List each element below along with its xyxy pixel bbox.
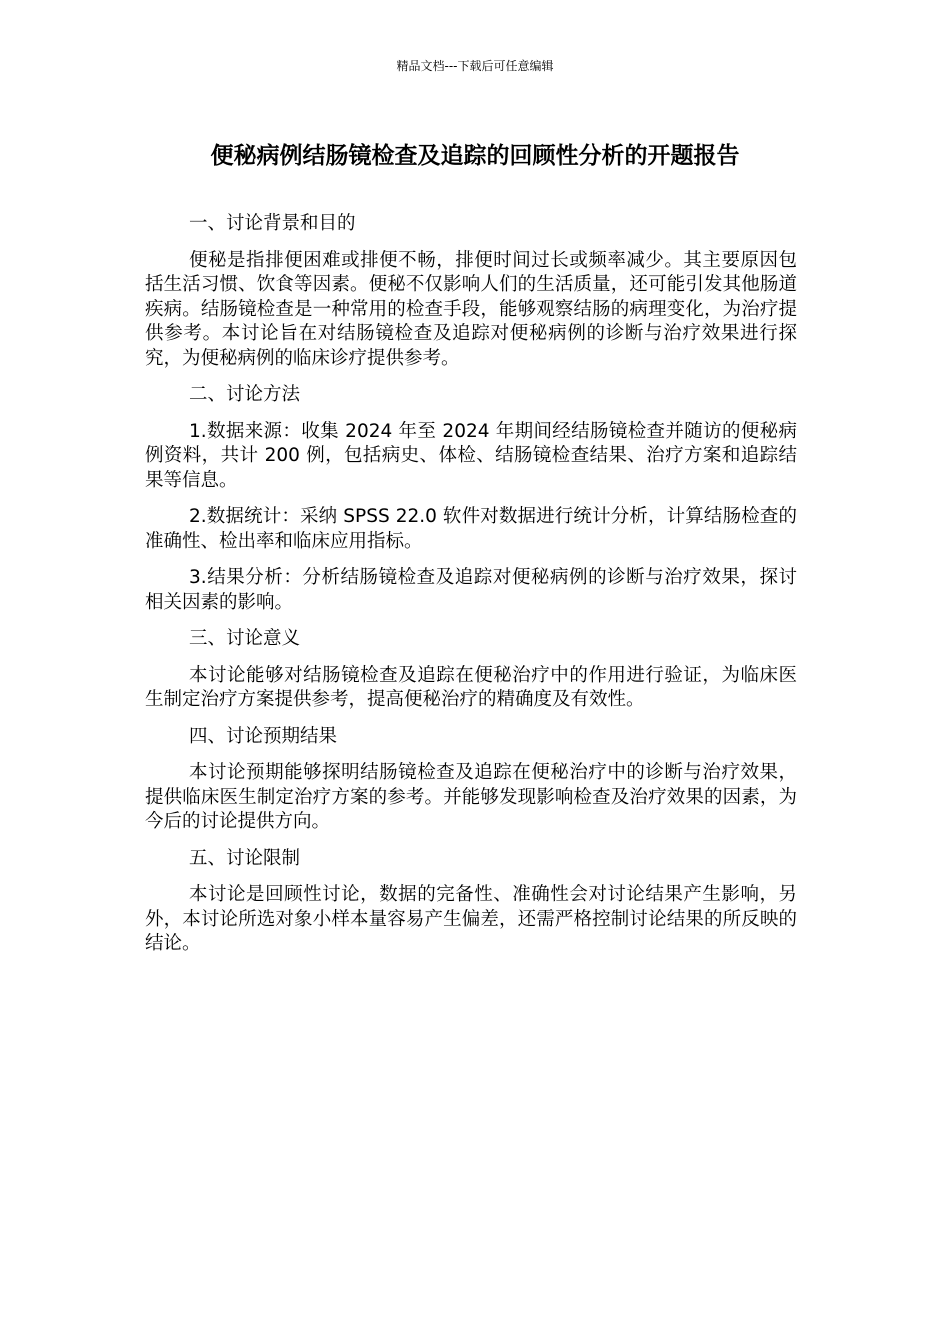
paragraph-result-analysis: 3.结果分析：分析结肠镜检查及追踪对便秘病例的诊断与治疗效果，探讨相关因素的影响。 [145,567,797,613]
paragraph-data-source: 1.数据来源：收集 2024 年至 2024 年期间经结肠镜检查并随访的便秘病例资料，共计 200 例，包括病史、体检、结肠镜检查结果、治疗方案和追踪结果等信息。 [145,420,797,491]
section-heading-significance: 三、讨论意义 [189,628,301,649]
page-header: 精品文档---下载后可任意编辑 [396,59,554,73]
document-body [145,212,797,969]
paragraph-limitations: 本讨论是回顾性讨论，数据的完备性、准确性会对讨论结果产生影响，另外，本讨论所选对象小样本量容易产生偏差，还需严格控制讨论结果的所反映的结论。 [145,884,797,954]
paragraph-data-statistics: 2.数据统计：采纳 SPSS 22.0 软件对数据进行统计分析，计算结肠检查的准确性、检出率和临床应用指标。 [145,506,797,552]
paragraph-significance: 本讨论能够对结肠镜检查及追踪在便秘治疗中的作用进行验证，为临床医生制定治疗方案提供参考，提高便秘治疗的精确度及有效性。 [145,664,797,710]
section-heading-expected-results: 四、讨论预期结果 [189,725,338,747]
document-title: 便秘病例结肠镜检查及追踪的回顾性分析的开题报告 [210,143,740,169]
section-heading-limitations: 五、讨论限制 [189,847,301,869]
paragraph-expected-results: 本讨论预期能够探明结肠镜检查及追踪在便秘治疗中的诊断与治疗效果，提供临床医生制定治疗方案的参考。并能够发现影响检查及治疗效果的因素，为今后的讨论提供方向。 [145,762,797,832]
section-heading-background: 一、讨论背景和目的 [189,213,356,234]
paragraph-background: 便秘是指排便困难或排便不畅，排便时间过长或频率减少。其主要原因包括生活习惯、饮食等因素。便秘不仅影响人们的生活质量，还可能引发其他肠道疾病。结肠镜检查是一种常用的检查手段，能够观察结肠的病理变化，为治疗提供参考。本讨论旨在对结肠镜检查及追踪对便秘病例的诊断与治疗效果进行探究，为便秘病例的临床诊疗提供参考。 [145,249,797,369]
section-heading-methods: 二、讨论方法 [189,384,301,405]
